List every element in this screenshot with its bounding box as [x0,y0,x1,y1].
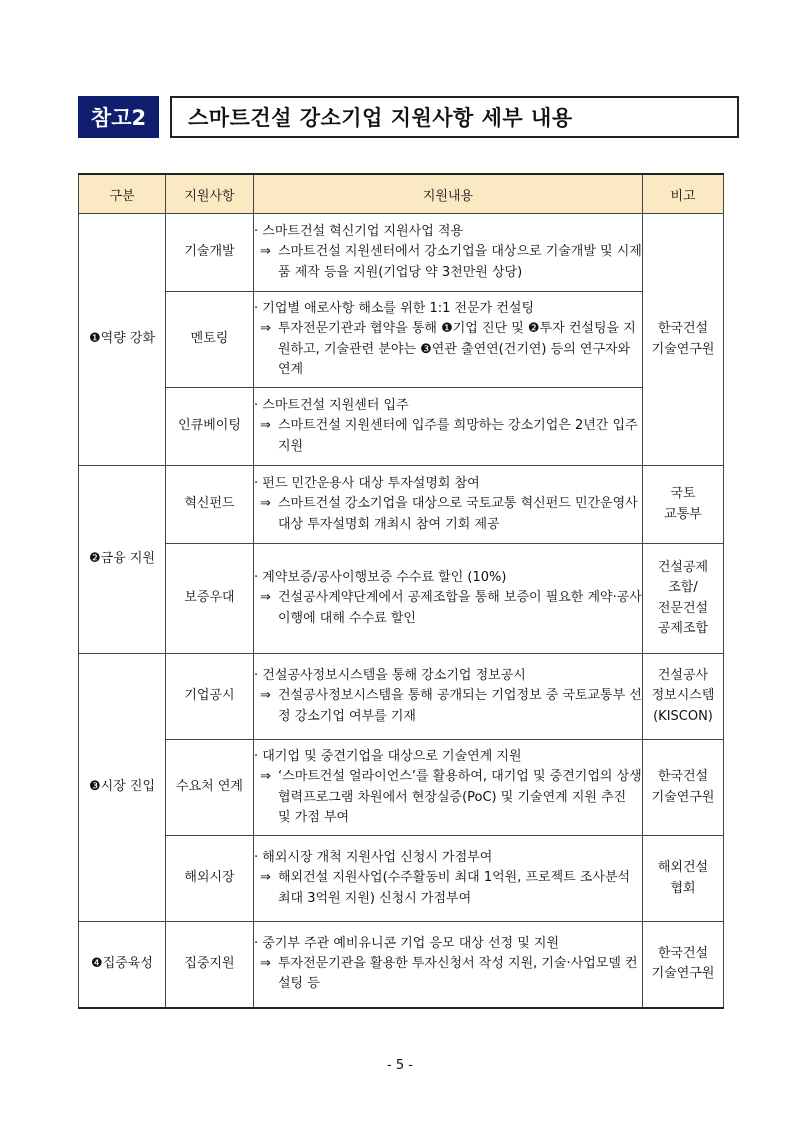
arrow-icon: ⇒ [260,769,271,785]
arrow-icon: ⇒ [260,418,271,434]
header-category: 구분 [79,174,166,214]
arrow-text: 건설공사정보시스템을 통해 공개되는 기업정보 중 국토교통부 선정 강소기업 여부를 기재 [278,688,642,724]
note-cell: 국토 교통부 [643,466,724,544]
table-header-row [79,174,724,214]
arrow-icon: ⇒ [260,321,271,337]
content-cell [254,292,643,388]
sub-item-cell: 수요처 연계 [166,740,254,836]
table-row [79,544,724,654]
reference-badge: 참고2 [78,96,159,138]
bullet-text: · 대기업 및 중견기업을 대상으로 기술연계 지원 [254,749,522,765]
page-number: - 5 - [387,1058,413,1073]
header-support-content: 지원내용 [254,174,643,214]
sub-item-cell: 집중지원 [166,922,254,1008]
sub-item-cell: 기업공시 [166,654,254,740]
note-cell: 한국건설 기술연구원 [643,740,724,836]
arrow-icon: ⇒ [260,956,271,972]
content-cell [254,544,643,654]
sub-item-cell: 보증우대 [166,544,254,654]
bullet-text: · 중기부 주관 예비유니콘 기업 응모 대상 선정 및 지원 [254,936,560,952]
arrow-text: 해외건설 지원사업(수주활동비 최대 1억원, 프로젝트 조사분석 최대 3억원 지원) 신청시 가점부여 [278,870,631,906]
category-cell: ❹집중육성 [79,922,166,1008]
arrow-text: 투자전문기관을 활용한 투자신청서 작성 지원, 기술·사업모델 컨설팅 등 [278,956,638,992]
content-cell [254,922,643,1008]
table-row [79,214,724,292]
content-cell [254,466,643,544]
bullet-text: · 스마트건설 혁신기업 지원사업 적용 [254,224,464,240]
header-note: 비고 [643,174,724,214]
note-cell: 건설공제 조합/ 전문건설 공제조합 [643,544,724,654]
sub-item-cell: 인큐베이팅 [166,388,254,466]
arrow-icon: ⇒ [260,688,271,704]
category-cell: ❶역량 강화 [79,214,166,466]
arrow-text: ‘스마트건설 얼라이언스’를 활용하여, 대기업 및 중견기업의 상생협력프로그램 차원에서 현장실증(PoC) 및 기술연계 지원 추진 및 가점 부여 [278,769,642,825]
table-row [79,922,724,1008]
content-cell [254,740,643,836]
category-cell: ❷금융 지원 [79,466,166,654]
arrow-text: 건설공사계약단계에서 공제조합을 통해 보증이 필요한 계약·공사 이행에 대해 수수료 할인 [278,590,642,626]
content-cell [254,654,643,740]
bullet-text: · 펀드 민간운용사 대상 투자설명회 참여 [254,476,480,492]
page-title: 스마트건설 강소기업 지원사항 세부 내용 [170,96,739,138]
arrow-text: 스마트건설 강소기업을 대상으로 국토교통 혁신펀드 민간운영사 대상 투자설명회 개최시 참여 기회 제공 [278,496,638,532]
note-cell: 한국건설 기술연구원 [643,214,724,466]
sub-item-cell: 해외시장 [166,836,254,922]
note-cell: 한국건설 기술연구원 [643,922,724,1008]
content-cell [254,214,643,292]
bullet-text: · 기업별 애로사항 해소를 위한 1:1 전문가 컨설팅 [254,301,535,317]
content-cell [254,388,643,466]
table-row [79,654,724,740]
sub-item-cell: 멘토링 [166,292,254,388]
category-cell: ❸시장 진입 [79,654,166,922]
bullet-text: · 해외시장 개척 지원사업 신청시 가점부여 [254,850,493,866]
sub-item-cell: 기술개발 [166,214,254,292]
table-row [79,388,724,466]
arrow-text: 스마트건설 지원센터에서 강소기업을 대상으로 기술개발 및 시제품 제작 등을 지원(기업당 약 3천만원 상당) [278,244,642,280]
note-cell: 해외건설 협회 [643,836,724,922]
bullet-text: · 스마트건설 지원센터 입주 [254,398,409,414]
support-table [78,173,724,1009]
table-row [79,292,724,388]
sub-item-cell: 혁신펀드 [166,466,254,544]
arrow-icon: ⇒ [260,590,271,606]
arrow-icon: ⇒ [260,244,271,260]
note-cell: 건설공사 정보시스템 (KISCON) [643,654,724,740]
table-row [79,466,724,544]
table-row [79,836,724,922]
content-cell [254,836,643,922]
bullet-text: · 계약보증/공사이행보증 수수료 할인 (10%) [254,570,507,586]
arrow-text: 스마트건설 지원센터에 입주를 희망하는 강소기업은 2년간 입주 지원 [278,418,638,454]
arrow-text: 투자전문기관과 협약을 통해 ❶기업 진단 및 ❷투자 컨설팅을 지원하고, 기술관련 분야는 ❸연관 출연연(건기연) 등의 연구자와 연계 [278,321,636,377]
arrow-icon: ⇒ [260,870,271,886]
arrow-icon: ⇒ [260,496,271,512]
table-row [79,740,724,836]
title-row [78,96,723,138]
bullet-text: · 건설공사정보시스템을 통해 강소기업 정보공시 [254,668,526,684]
header-support-item: 지원사항 [166,174,254,214]
